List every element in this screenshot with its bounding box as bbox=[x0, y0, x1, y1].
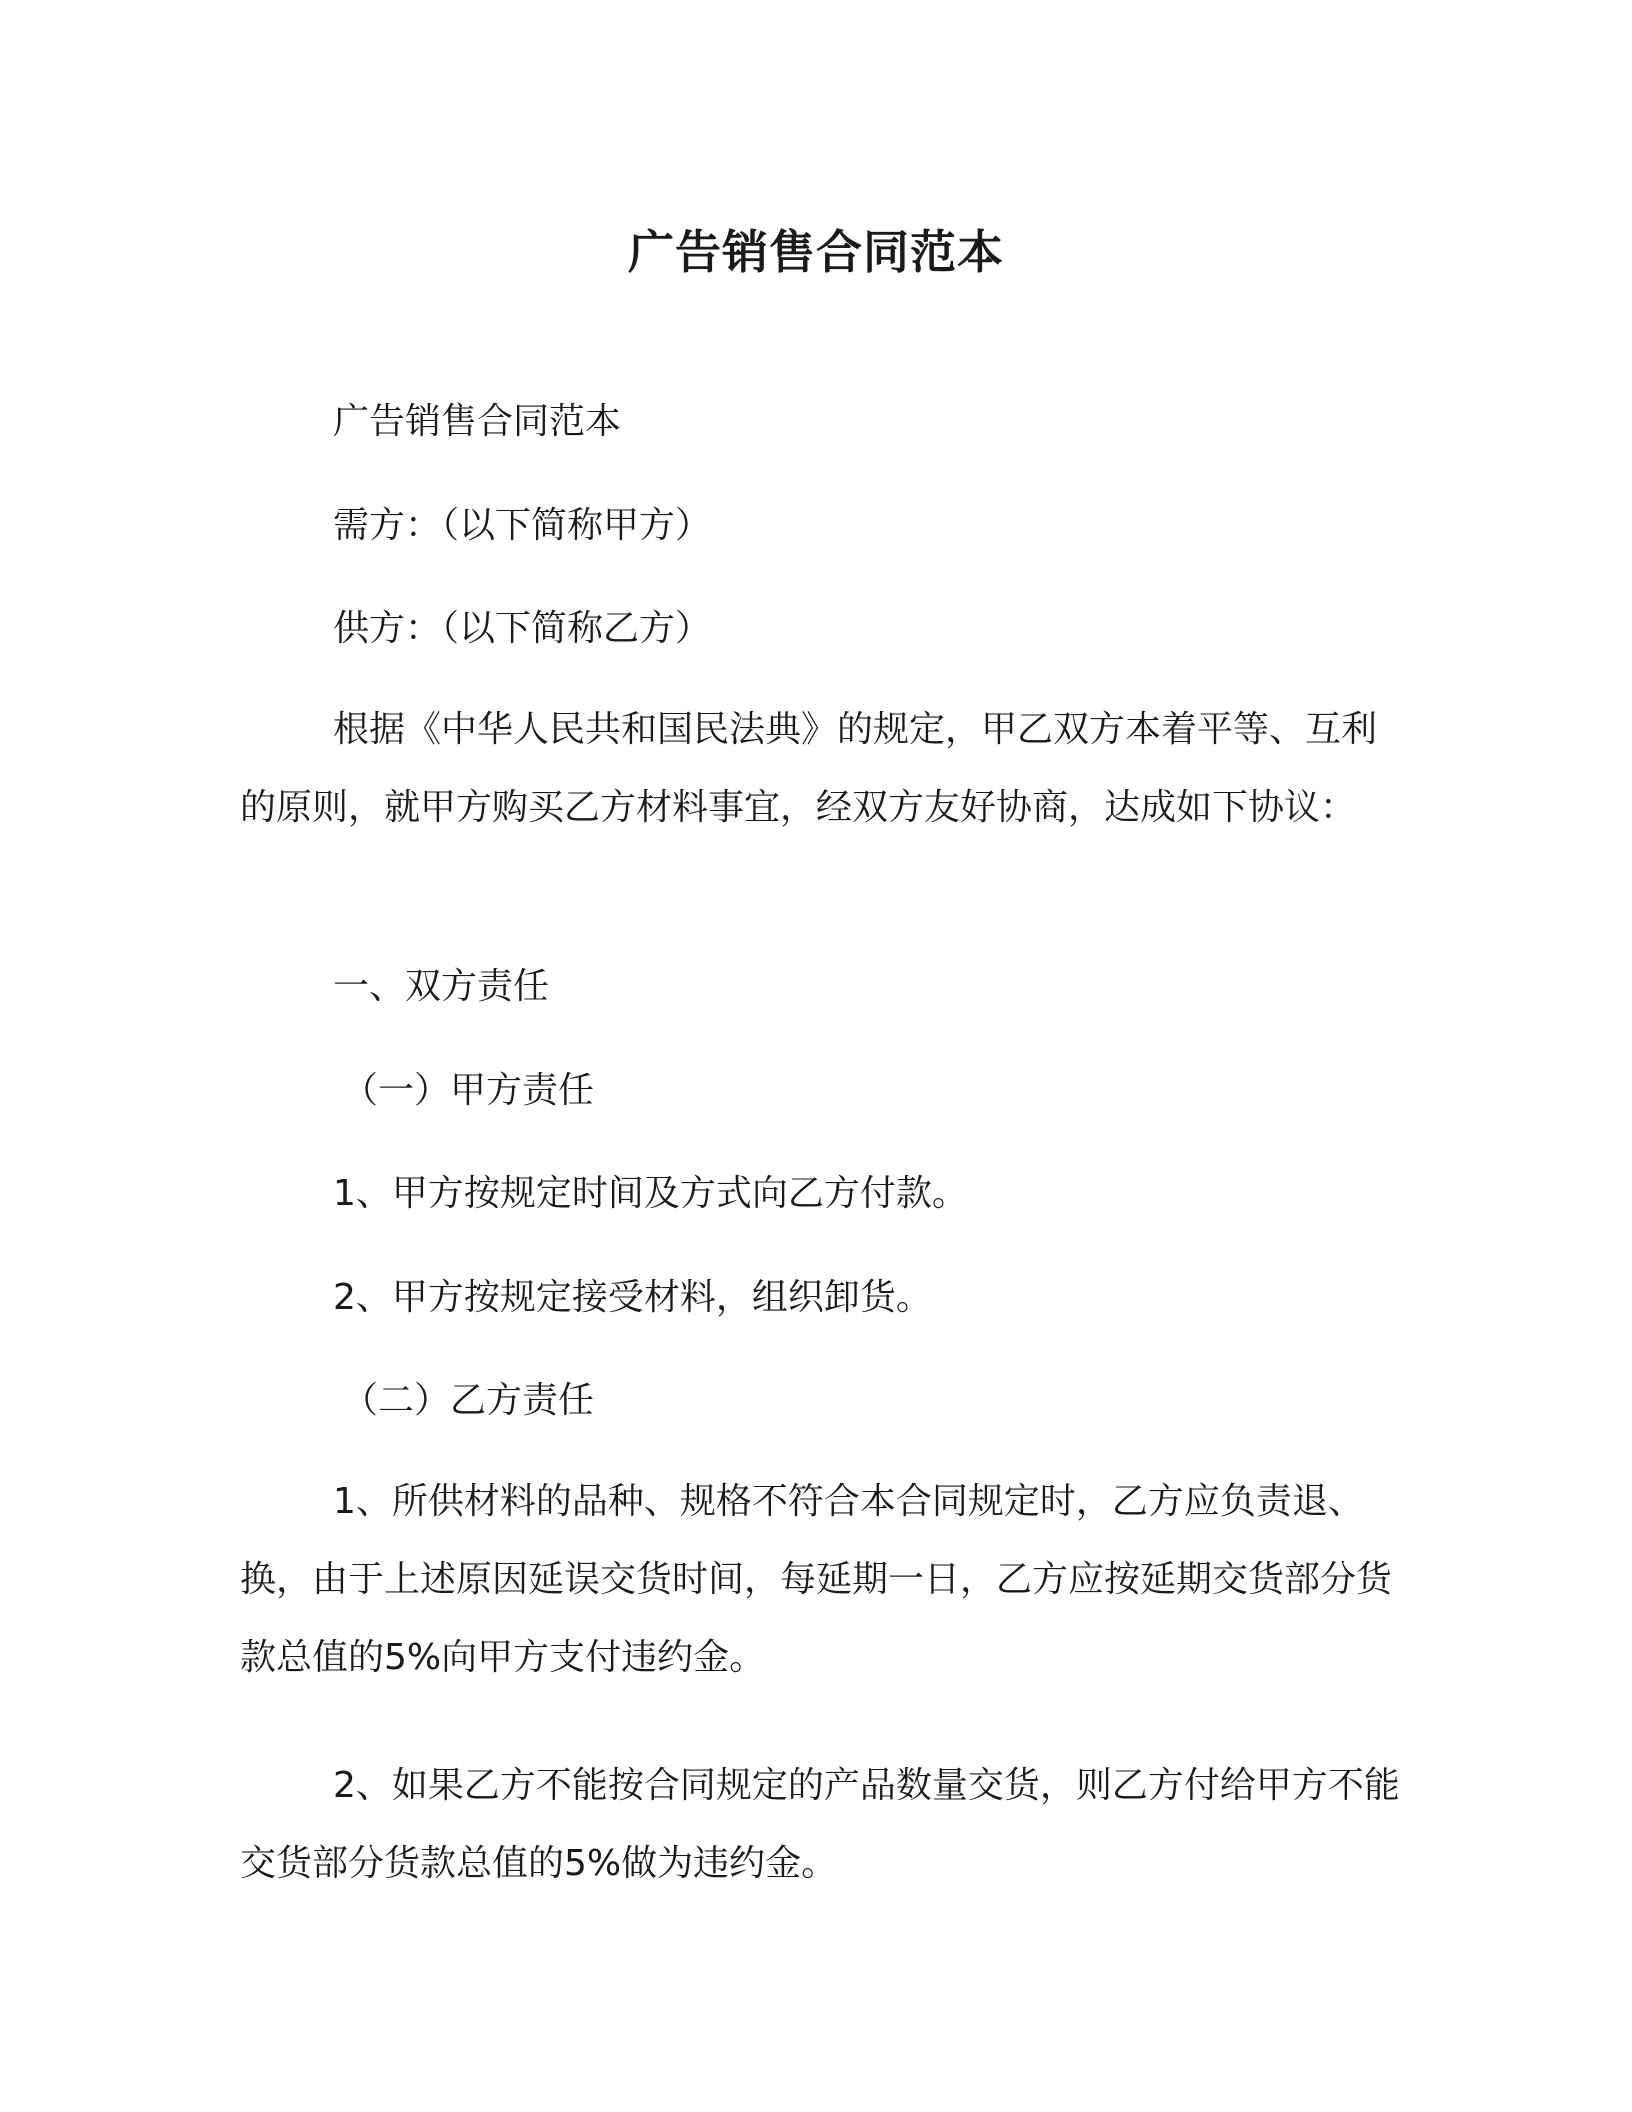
party-b-item: 2、如果乙方不能按合同规定的产品数量交货，则乙方付给甲方不能交货部分货款总值的5%做为违约金。 bbox=[240, 1765, 1400, 1884]
subheading-party-b: （二）乙方责任 bbox=[342, 1380, 595, 1421]
document-subtitle: 广告销售合同范本 bbox=[333, 401, 622, 442]
party-b-item: 1、所供材料的品种、规格不符合本合同规定时，乙方应负责退、换，由于上述原因延误交货时间，每延期一日，乙方应按延期交货部分货款总值的5%向甲方支付违约金。 bbox=[240, 1481, 1393, 1678]
party-a-item: 1、甲方按规定时间及方式向乙方付款。 bbox=[333, 1173, 968, 1214]
buyer-line: 需方：（以下简称甲方） bbox=[333, 505, 712, 546]
subheading-party-a: （一）甲方责任 bbox=[342, 1070, 595, 1111]
seller-line: 供方：（以下简称乙方） bbox=[333, 608, 712, 649]
section-heading-responsibilities: 一、双方责任 bbox=[333, 966, 550, 1007]
party-a-item: 2、甲方按规定接受材料，组织卸货。 bbox=[333, 1277, 932, 1318]
intro-paragraph: 根据《中华人民共和国民法典》的规定，甲乙双方本着平等、互利的原则，就甲方购买乙方材料事宜，经双方友好协商，达成如下协议： bbox=[240, 709, 1378, 828]
document-title: 广告销售合同范本 bbox=[628, 225, 1004, 279]
